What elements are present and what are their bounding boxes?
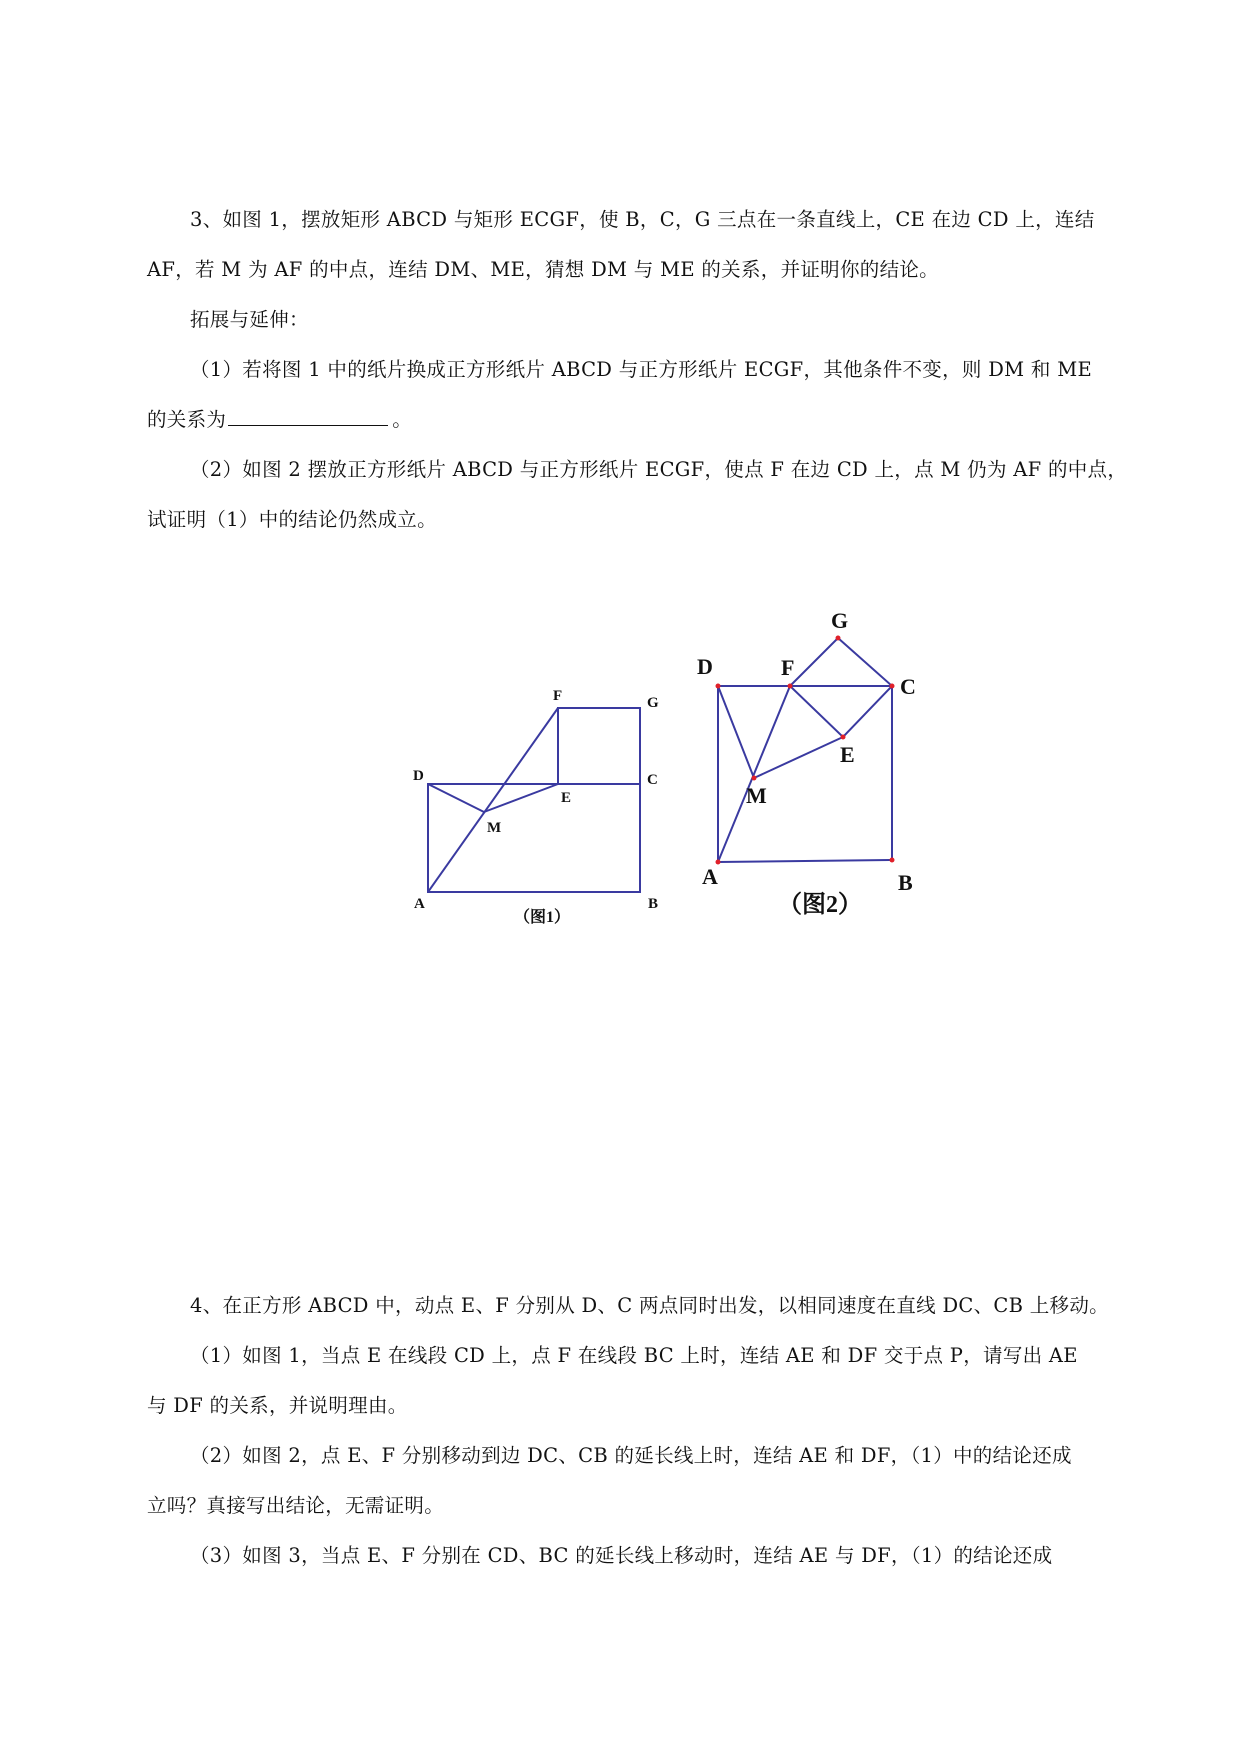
p3-q1-suffix: 。	[392, 408, 413, 431]
fig2-point-a	[716, 860, 721, 865]
p3-q1-prefix: 的关系为	[147, 408, 227, 431]
fig2-line-dm	[718, 686, 754, 778]
fig2-point-d	[716, 684, 721, 689]
p3-q1-line1: （1）若将图 1 中的纸片换成正方形纸片 ABCD 与正方形纸片 ECGF，其他条件不变，则 DM 和 ME	[190, 358, 1092, 381]
figure-2-points	[716, 636, 895, 865]
p4-q3-line1: （3）如图 3，当点 E、F 分别在 CD、BC 的延长线上移动时，连结 AE 与 DF，（1）的结论还成	[190, 1544, 1053, 1567]
p3-q2-line2: 试证明（1）中的结论仍然成立。	[147, 508, 437, 531]
fig2-caption: （图2）	[778, 892, 862, 918]
fig1-label-f: F	[553, 688, 563, 704]
fig2-square-ecgf	[790, 638, 892, 737]
fig1-line-af	[428, 708, 558, 892]
fig1-label-e: E	[561, 790, 572, 806]
fig2-label-b: B	[898, 870, 913, 895]
fig2-label-a: A	[702, 864, 718, 889]
figure-1	[428, 708, 640, 892]
fig1-label-b: B	[648, 896, 659, 912]
p3-line1: 3、如图 1，摆放矩形 ABCD 与矩形 ECGF，使 B，C，G 三点在一条直线上，CE 在边 CD 上，连结	[190, 208, 1095, 231]
p4-q1-line2: 与 DF 的关系，并说明理由。	[147, 1394, 408, 1417]
answer-blank	[228, 407, 388, 426]
fig2-label-g: G	[831, 608, 849, 633]
fig2-point-c	[890, 684, 895, 689]
figure-2-labels	[697, 608, 916, 918]
fig2-label-d: D	[697, 654, 713, 679]
fig1-line-me	[484, 784, 558, 812]
fig2-label-e: E	[840, 742, 855, 767]
fig2-line-me	[754, 737, 843, 778]
fig1-rect-abcd	[428, 784, 640, 892]
p3-q2-line1: （2）如图 2 摆放正方形纸片 ABCD 与正方形纸片 ECGF，使点 F 在边 CD 上，点 M 仍为 AF 的中点，	[190, 458, 1128, 481]
p4-q2-line1: （2）如图 2，点 E、F 分别移动到边 DC、CB 的延长线上时，连结 AE 和 DF，（1）中的结论还成	[190, 1444, 1072, 1467]
p3-heading: 拓展与延伸：	[190, 308, 309, 331]
fig2-label-c: C	[900, 674, 916, 699]
fig1-label-a: A	[414, 896, 425, 912]
p4-q2-line2: 立吗？真接写出结论，无需证明。	[147, 1494, 445, 1517]
fig2-point-g	[836, 636, 841, 641]
fig2-line-af	[718, 686, 790, 862]
fig1-label-d: D	[413, 768, 424, 784]
fig2-point-b	[890, 858, 895, 863]
p4-line1: 4、在正方形 ABCD 中，动点 E、F 分别从 D、C 两点同时出发，以相同速度在直线 DC、CB 上移动。	[190, 1294, 1109, 1317]
fig1-rect-ecgf	[558, 708, 640, 784]
fig1-caption: （图1）	[514, 909, 571, 926]
fig2-label-f: F	[781, 655, 795, 680]
fig2-point-f	[788, 684, 793, 689]
fig2-point-e	[841, 735, 846, 740]
p4-q1-line1: （1）如图 1，当点 E 在线段 CD 上，点 F 在线段 BC 上时，连结 AE 和 DF 交于点 P，请写出 AE	[190, 1344, 1078, 1367]
fig1-label-c: C	[647, 772, 658, 788]
fig1-line-dm	[428, 784, 484, 812]
p3-line2: AF，若 M 为 AF 的中点，连结 DM、ME，猜想 DM 与 ME 的关系，并证明你的结论。	[147, 258, 939, 281]
fig1-label-m: M	[487, 820, 502, 836]
figure-1-labels	[413, 688, 659, 926]
figure-2	[718, 638, 892, 862]
fig2-label-m: M	[746, 783, 767, 808]
p3-q1-line2	[147, 406, 412, 434]
fig2-point-m	[752, 776, 757, 781]
fig1-label-g: G	[647, 695, 659, 711]
fig2-square-abcd	[718, 686, 892, 862]
